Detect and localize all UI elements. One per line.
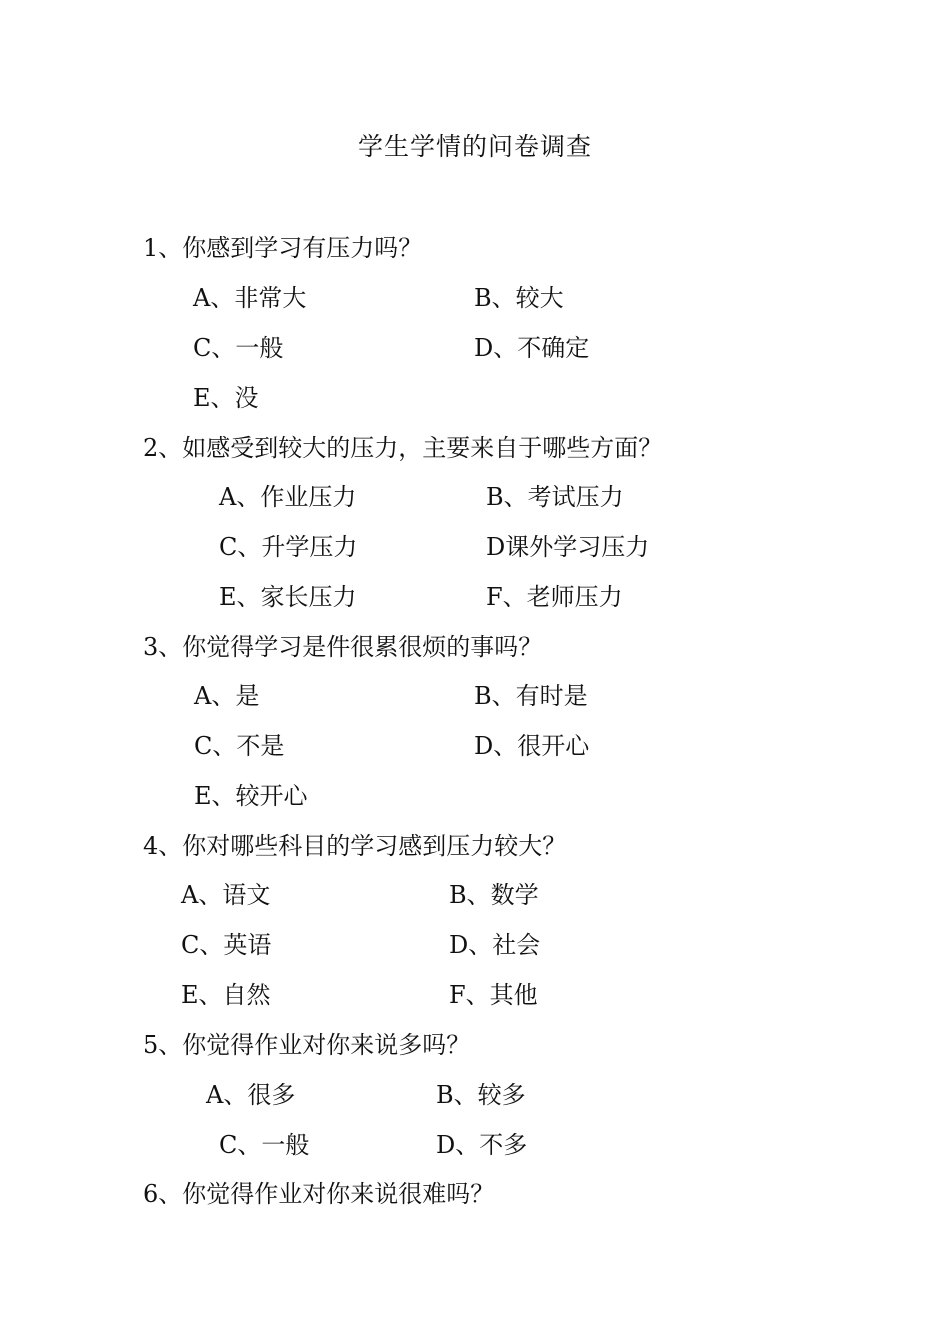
question-5-option-b: B、较多	[436, 1081, 526, 1109]
question-3-option-e: E、较开心	[194, 782, 308, 810]
question-3-option-b: B、有时是	[474, 682, 588, 710]
question-5-option-d: D、不多	[436, 1131, 528, 1159]
question-3-text: 3、你觉得学习是件很累很烦的事吗？	[143, 633, 543, 661]
question-1-option-d: D、不确定	[474, 334, 590, 362]
question-3-option-d: D、很开心	[474, 732, 590, 760]
page-title: 学生学情的问卷调查	[357, 132, 592, 161]
question-4-text: 4、你对哪些科目的学习感到压力较大？	[143, 832, 567, 860]
question-2-option-a: A、作业压力	[219, 483, 357, 511]
question-1-option-a: A、非常大	[193, 284, 307, 312]
question-4-option-d: D、社会	[449, 931, 541, 959]
question-4-option-a: A、语文	[181, 881, 271, 909]
question-1-option-b: B、较大	[474, 284, 564, 312]
question-2-option-c: C、升学压力	[219, 533, 358, 561]
question-2-option-d: D课外学习压力	[486, 533, 650, 561]
question-1-text: 1、你感到学习有压力吗？	[143, 234, 423, 262]
question-2-option-e: E、家长压力	[219, 583, 357, 611]
question-1-option-c: C、一般	[193, 334, 284, 362]
question-4-option-b: B、数学	[449, 881, 539, 909]
question-5-option-c: C、一般	[219, 1131, 310, 1159]
question-6-text: 6、你觉得作业对你来说很难吗？	[143, 1180, 495, 1208]
question-5-option-a: A、很多	[206, 1081, 296, 1109]
question-4-option-e: E、自然	[181, 981, 271, 1009]
question-2-option-b: B、考试压力	[486, 483, 624, 511]
question-1-option-e: E、没	[193, 384, 259, 412]
question-4-option-c: C、英语	[181, 931, 272, 959]
question-3-option-c: C、不是	[194, 732, 285, 760]
question-2-option-f: F、老师压力	[486, 583, 623, 611]
question-3-option-a: A、是	[194, 682, 260, 710]
question-5-text: 5、你觉得作业对你来说多吗？	[143, 1031, 471, 1059]
question-4-option-f: F、其他	[449, 981, 538, 1009]
question-2-text: 2、如感受到较大的压力，主要来自于哪些方面？	[143, 434, 663, 462]
